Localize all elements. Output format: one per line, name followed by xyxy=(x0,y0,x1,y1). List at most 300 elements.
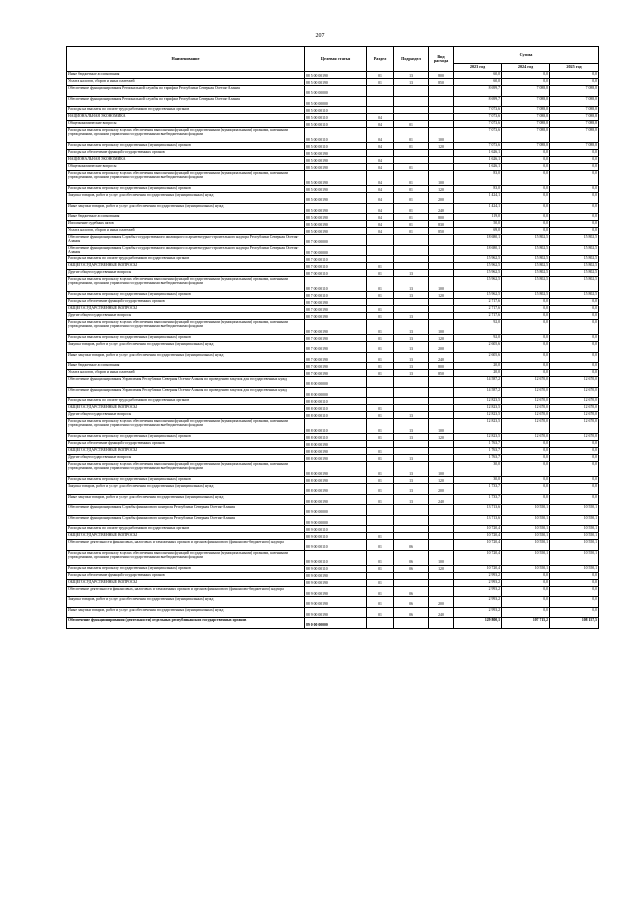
cell-sum-2025: 7 088,8 xyxy=(550,121,599,128)
table-row xyxy=(67,164,599,171)
cell-sum-2024: 0,0 xyxy=(502,313,550,320)
cell-sum-2025: 0,0 xyxy=(550,203,599,214)
cell-sum-2023: 2 993,2 xyxy=(454,607,502,618)
cell-expense-type xyxy=(429,107,454,114)
cell-target: 88 9 00 00190 xyxy=(305,572,367,579)
cell-sum-2023: 1 626,1 xyxy=(454,164,502,171)
cell-sum-2024: 0,0 xyxy=(502,579,550,586)
cell-expense-type xyxy=(429,313,454,320)
cell-subsection xyxy=(394,114,429,121)
cell-sum-2025: 108 157,5 xyxy=(550,618,599,629)
cell-sum-2024: 7 088,8 xyxy=(502,114,550,121)
cell-subsection: 13 xyxy=(394,72,429,79)
cell-target: 88 8 00 00110 xyxy=(305,398,367,405)
cell-sum-2023: 1 733,7 xyxy=(454,494,502,505)
cell-name: НАЦИОНАЛЬНАЯ ЭКОНОМИКА xyxy=(67,157,305,164)
cell-sum-2024: 12 670,0 xyxy=(502,405,550,412)
cell-expense-type: 100 xyxy=(429,128,454,143)
cell-target: 88 7 00 00190 xyxy=(305,370,367,377)
table-row xyxy=(67,114,599,121)
cell-target: 88 5 00 00000 xyxy=(305,96,367,107)
table-row xyxy=(67,441,599,448)
table-row xyxy=(67,79,599,86)
table-row xyxy=(67,72,599,79)
cell-name: Расходы на обеспечение функций государственных органов xyxy=(67,572,305,579)
cell-sum-2025: 10 550,1 xyxy=(550,565,599,572)
cell-name: Расходы на выплаты по оплате труда работников государственных органов xyxy=(67,398,305,405)
cell-section: 01 xyxy=(367,270,394,277)
cell-section: 04 xyxy=(367,114,394,121)
cell-section: 01 xyxy=(367,79,394,86)
cell-sum-2023: 129 800,1 xyxy=(454,618,502,629)
cell-sum-2024: 0,0 xyxy=(502,342,550,353)
cell-target: 88 7 00 00190 xyxy=(305,342,367,353)
cell-target: 88 5 00 00110 xyxy=(305,143,367,150)
cell-sum-2024: 0,0 xyxy=(502,370,550,377)
table-row xyxy=(67,96,599,107)
cell-sum-2025: 10 550,1 xyxy=(550,505,599,516)
table-row xyxy=(67,565,599,572)
cell-sum-2025: 0,0 xyxy=(550,150,599,157)
cell-name: Иные закупки товаров, работ и услуг для обеспечения государственных (муниципальных) нужд xyxy=(67,494,305,505)
cell-sum-2025: 7 088,8 xyxy=(550,96,599,107)
cell-section xyxy=(367,377,394,388)
cell-sum-2023: 60,0 xyxy=(454,79,502,86)
cell-subsection: 01 xyxy=(394,128,429,143)
cell-sum-2025: 12 670,0 xyxy=(550,419,599,434)
cell-name: Обеспечение функционирования Службы государственного жилищного и архитектурно-строительного надзора Республики Северная Осетия-Алания xyxy=(67,235,305,246)
cell-name: Обеспечение функционирования (деятельности) отдельных республиканских государственных органов xyxy=(67,618,305,629)
cell-expense-type xyxy=(429,448,454,455)
cell-subsection xyxy=(394,572,429,579)
cell-sum-2023: 1 626,1 xyxy=(454,157,502,164)
cell-name: Расходы на обеспечение функций государственных органов xyxy=(67,150,305,157)
cell-target: 88 8 00 00190 xyxy=(305,448,367,455)
cell-section: 04 xyxy=(367,121,394,128)
cell-section: 01 xyxy=(367,412,394,419)
cell-sum-2025: 0,0 xyxy=(550,586,599,597)
cell-target: 88 5 00 00190 xyxy=(305,171,367,186)
cell-name: Общеэкономические вопросы xyxy=(67,121,305,128)
cell-target: 88 7 00 00190 xyxy=(305,335,367,342)
cell-expense-type: 240 xyxy=(429,203,454,214)
cell-target: 88 7 00 00000 xyxy=(305,235,367,246)
cell-sum-2025: 0,0 xyxy=(550,320,599,335)
cell-subsection: 13 xyxy=(394,342,429,353)
table-row xyxy=(67,256,599,263)
table-row xyxy=(67,171,599,186)
cell-subsection: 13 xyxy=(394,484,429,495)
cell-expense-type xyxy=(429,245,454,256)
cell-expense-type: 100 xyxy=(429,171,454,186)
cell-subsection: 01 xyxy=(394,228,429,235)
cell-subsection xyxy=(394,245,429,256)
cell-subsection: 13 xyxy=(394,455,429,462)
cell-section xyxy=(367,618,394,629)
cell-target: 88 7 00 00190 xyxy=(305,352,367,363)
cell-section xyxy=(367,387,394,398)
cell-expense-type xyxy=(429,533,454,540)
cell-section: 01 xyxy=(367,342,394,353)
cell-subsection xyxy=(394,157,429,164)
cell-sum-2024: 15 802,5 xyxy=(502,235,550,246)
cell-sum-2025: 7 088,8 xyxy=(550,114,599,121)
cell-sum-2024: 12 670,0 xyxy=(502,412,550,419)
cell-name: Расходы на выплаты по оплате труда работников государственных органов xyxy=(67,256,305,263)
cell-sum-2025: 0,0 xyxy=(550,484,599,495)
cell-section xyxy=(367,107,394,114)
cell-sum-2025: 0,0 xyxy=(550,597,599,608)
cell-section xyxy=(367,86,394,97)
cell-target: 88 8 00 00190 xyxy=(305,494,367,505)
cell-expense-type xyxy=(429,387,454,398)
cell-section xyxy=(367,441,394,448)
cell-sum-2024: 0,0 xyxy=(502,150,550,157)
cell-expense-type: 800 xyxy=(429,214,454,221)
cell-target: 88 7 00 00110 xyxy=(305,263,367,270)
cell-section: 01 xyxy=(367,565,394,572)
cell-sum-2025: 0,0 xyxy=(550,228,599,235)
cell-sum-2025: 12 670,0 xyxy=(550,398,599,405)
cell-sum-2025: 15 802,5 xyxy=(550,263,599,270)
cell-name: Другие общегосударственные вопросы xyxy=(67,313,305,320)
cell-sum-2024: 15 802,5 xyxy=(502,277,550,292)
cell-name: Закупка товаров, работ и услуг для обеспечения государственных (муниципальных) нужд xyxy=(67,597,305,608)
cell-expense-type: 200 xyxy=(429,597,454,608)
cell-sum-2025: 12 670,0 xyxy=(550,387,599,398)
cell-subsection xyxy=(394,150,429,157)
cell-target: 88 8 00 00190 xyxy=(305,477,367,484)
cell-sum-2025: 0,0 xyxy=(550,79,599,86)
cell-section: 01 xyxy=(367,405,394,412)
cell-section xyxy=(367,245,394,256)
cell-section: 01 xyxy=(367,455,394,462)
cell-expense-type xyxy=(429,405,454,412)
cell-section: 01 xyxy=(367,533,394,540)
cell-target: 88 8 00 00110 xyxy=(305,434,367,441)
header-year-2024: 2024 год xyxy=(502,64,550,72)
cell-target: 88 7 00 00190 xyxy=(305,306,367,313)
cell-expense-type: 100 xyxy=(429,550,454,565)
cell-name: Обеспечение функционирования Службы государственного жилищного и архитектурно-строительного надзора Республики Северная Осетия-Алания xyxy=(67,245,305,256)
cell-sum-2024: 12 670,0 xyxy=(502,398,550,405)
cell-target: 88 7 00 00000 xyxy=(305,245,367,256)
cell-sum-2025: 10 550,1 xyxy=(550,550,599,565)
cell-sum-2025: 7 088,8 xyxy=(550,107,599,114)
cell-expense-type xyxy=(429,441,454,448)
cell-sum-2023: 1 763,7 xyxy=(454,455,502,462)
cell-sum-2023: 12 823,5 xyxy=(454,419,502,434)
cell-sum-2024: 0,0 xyxy=(502,477,550,484)
cell-expense-type xyxy=(429,86,454,97)
cell-section: 04 xyxy=(367,214,394,221)
cell-subsection: 13 xyxy=(394,419,429,434)
cell-expense-type: 120 xyxy=(429,335,454,342)
cell-section xyxy=(367,299,394,306)
cell-expense-type: 240 xyxy=(429,607,454,618)
cell-target: 88 5 00 00190 xyxy=(305,228,367,235)
cell-subsection xyxy=(394,398,429,405)
table-row xyxy=(67,150,599,157)
cell-section: 04 xyxy=(367,221,394,228)
table-row xyxy=(67,515,599,526)
cell-name: Общеэкономические вопросы xyxy=(67,164,305,171)
cell-sum-2023: 7 073,6 xyxy=(454,107,502,114)
table-row xyxy=(67,505,599,516)
cell-subsection xyxy=(394,306,429,313)
cell-section: 01 xyxy=(367,550,394,565)
cell-sum-2023: 2 993,2 xyxy=(454,572,502,579)
cell-section: 01 xyxy=(367,419,394,434)
cell-section: 04 xyxy=(367,143,394,150)
table-row xyxy=(67,398,599,405)
cell-sum-2025: 0,0 xyxy=(550,579,599,586)
cell-sum-2025: 15 802,5 xyxy=(550,245,599,256)
cell-subsection: 01 xyxy=(394,221,429,228)
cell-sum-2023: 1 763,7 xyxy=(454,441,502,448)
cell-name: Расходы на выплаты персоналу государственных (муниципальных) органов xyxy=(67,477,305,484)
cell-subsection xyxy=(394,387,429,398)
cell-expense-type: 120 xyxy=(429,477,454,484)
cell-target: 88 8 00 00190 xyxy=(305,441,367,448)
cell-sum-2024: 0,0 xyxy=(502,597,550,608)
cell-sum-2025: 0,0 xyxy=(550,306,599,313)
cell-sum-2024: 0,0 xyxy=(502,455,550,462)
cell-sum-2023: 10 720,4 xyxy=(454,565,502,572)
cell-section: 01 xyxy=(367,313,394,320)
cell-sum-2025: 0,0 xyxy=(550,607,599,618)
cell-name: Иные закупки товаров, работ и услуг для обеспечения государственных (муниципальных) нужд xyxy=(67,607,305,618)
cell-target: 88 7 00 00190 xyxy=(305,363,367,370)
cell-section: 01 xyxy=(367,597,394,608)
cell-subsection xyxy=(394,86,429,97)
cell-expense-type xyxy=(429,618,454,629)
header-subsection: Подраздел xyxy=(394,47,429,72)
cell-name: Расходы на выплаты по оплате труда работников государственных органов xyxy=(67,107,305,114)
cell-sum-2024: 0,0 xyxy=(502,484,550,495)
cell-sum-2023: 119,0 xyxy=(454,214,502,221)
cell-subsection: 13 xyxy=(394,494,429,505)
cell-sum-2024: 0,0 xyxy=(502,186,550,193)
cell-section: 04 xyxy=(367,186,394,193)
cell-subsection: 01 xyxy=(394,214,429,221)
cell-sum-2025: 7 088,8 xyxy=(550,143,599,150)
table-row xyxy=(67,342,599,353)
table-row xyxy=(67,448,599,455)
cell-expense-type: 200 xyxy=(429,342,454,353)
cell-name: Уплата налогов, сборов и иных платежей xyxy=(67,228,305,235)
cell-name: Другие общегосударственные вопросы xyxy=(67,455,305,462)
cell-section: 01 xyxy=(367,462,394,477)
cell-subsection xyxy=(394,256,429,263)
cell-sum-2024: 0,0 xyxy=(502,306,550,313)
cell-target: 88 5 00 00190 xyxy=(305,72,367,79)
cell-section: 01 xyxy=(367,292,394,299)
cell-sum-2024: 0,0 xyxy=(502,586,550,597)
table-row xyxy=(67,540,599,551)
cell-sum-2023: 15 962,5 xyxy=(454,270,502,277)
cell-sum-2025: 0,0 xyxy=(550,572,599,579)
page-number: 207 xyxy=(315,33,325,39)
cell-subsection: 01 xyxy=(394,203,429,214)
cell-sum-2023: 83,0 xyxy=(454,171,502,186)
cell-sum-2025: 0,0 xyxy=(550,313,599,320)
cell-section: 04 xyxy=(367,203,394,214)
table-row xyxy=(67,477,599,484)
cell-sum-2024: 0,0 xyxy=(502,462,550,477)
cell-target: 88 5 00 00190 xyxy=(305,150,367,157)
cell-target: 88 9 00 00110 xyxy=(305,565,367,572)
cell-name: Расходы на выплаты персоналу государственных (муниципальных) органов xyxy=(67,292,305,299)
cell-sum-2024: 12 670,0 xyxy=(502,387,550,398)
table-row xyxy=(67,579,599,586)
cell-name: Обеспечение функционирования Управления Республики Северная Осетия-Алания по проведению закупок для государственных нужд xyxy=(67,387,305,398)
cell-subsection: 01 xyxy=(394,171,429,186)
cell-expense-type: 800 xyxy=(429,363,454,370)
cell-target: 88 9 00 00110 xyxy=(305,533,367,540)
cell-target: 88 8 00 00000 xyxy=(305,387,367,398)
cell-name: НАЦИОНАЛЬНАЯ ЭКОНОМИКА xyxy=(67,114,305,121)
cell-expense-type xyxy=(429,164,454,171)
table-row xyxy=(67,377,599,388)
cell-target: 88 9 00 00110 xyxy=(305,540,367,551)
cell-section xyxy=(367,256,394,263)
cell-name: Уплата налогов, сборов и иных платежей xyxy=(67,370,305,377)
table-row xyxy=(67,186,599,193)
cell-sum-2024: 0,0 xyxy=(502,157,550,164)
cell-expense-type: 100 xyxy=(429,462,454,477)
cell-subsection: 13 xyxy=(394,277,429,292)
cell-target: 88 5 00 00190 xyxy=(305,157,367,164)
header-sum: Сумма xyxy=(454,47,599,64)
cell-section: 01 xyxy=(367,448,394,455)
cell-expense-type xyxy=(429,306,454,313)
cell-target: 88 9 00 00190 xyxy=(305,597,367,608)
table-row xyxy=(67,494,599,505)
cell-subsection xyxy=(394,441,429,448)
table-row xyxy=(67,107,599,114)
cell-name: Закупка товаров, работ и услуг для обеспечения государственных (муниципальных) нужд xyxy=(67,193,305,204)
table-row xyxy=(67,526,599,533)
cell-sum-2025: 0,0 xyxy=(550,186,599,193)
cell-section: 04 xyxy=(367,193,394,204)
cell-section: 04 xyxy=(367,171,394,186)
cell-target: 88 7 00 00190 xyxy=(305,299,367,306)
cell-sum-2023: 20,0 xyxy=(454,370,502,377)
cell-sum-2025: 0,0 xyxy=(550,342,599,353)
cell-subsection xyxy=(394,618,429,629)
cell-name: Иные бюджетные ассигнования xyxy=(67,72,305,79)
cell-expense-type: 850 xyxy=(429,79,454,86)
cell-name: ОБЩЕГОСУДАРСТВЕННЫЕ ВОПРОСЫ xyxy=(67,579,305,586)
table-row xyxy=(67,484,599,495)
cell-sum-2023: 12 823,5 xyxy=(454,434,502,441)
cell-sum-2024: 7 088,8 xyxy=(502,107,550,114)
cell-name: ОБЩЕГОСУДАРСТВЕННЫЕ ВОПРОСЫ xyxy=(67,306,305,313)
cell-section: 04 xyxy=(367,157,394,164)
cell-target: 88 5 00 00110 xyxy=(305,114,367,121)
cell-sum-2024: 15 802,5 xyxy=(502,263,550,270)
cell-sum-2024: 0,0 xyxy=(502,320,550,335)
cell-sum-2023: 2 605,6 xyxy=(454,352,502,363)
cell-sum-2024: 0,0 xyxy=(502,441,550,448)
cell-sum-2025: 7 088,8 xyxy=(550,128,599,143)
cell-sum-2023: 83,0 xyxy=(454,186,502,193)
cell-target: 88 7 00 00110 xyxy=(305,292,367,299)
cell-name: Расходы на выплаты персоналу в целях обеспечения выполнения функций государственными (муниципальными) органами, казенными учреждениями, органами управления государственными внебюджетными фондами xyxy=(67,462,305,477)
cell-sum-2024: 0,0 xyxy=(502,228,550,235)
cell-sum-2025: 0,0 xyxy=(550,494,599,505)
cell-target: 88 5 00 00110 xyxy=(305,107,367,114)
cell-sum-2023: 20,0 xyxy=(454,363,502,370)
table-row xyxy=(67,419,599,434)
cell-expense-type xyxy=(429,455,454,462)
cell-subsection: 13 xyxy=(394,412,429,419)
cell-expense-type xyxy=(429,235,454,246)
cell-target: 88 8 00 00000 xyxy=(305,377,367,388)
cell-expense-type: 120 xyxy=(429,143,454,150)
cell-section xyxy=(367,235,394,246)
cell-sum-2024: 15 802,5 xyxy=(502,292,550,299)
cell-section: 01 xyxy=(367,579,394,586)
budget-table xyxy=(66,46,599,629)
cell-sum-2025: 0,0 xyxy=(550,193,599,204)
cell-expense-type: 120 xyxy=(429,292,454,299)
cell-subsection: 13 xyxy=(394,352,429,363)
cell-expense-type: 200 xyxy=(429,193,454,204)
cell-target: 88 5 00 00190 xyxy=(305,164,367,171)
cell-expense-type xyxy=(429,150,454,157)
table-row xyxy=(67,352,599,363)
cell-section xyxy=(367,526,394,533)
cell-expense-type: 120 xyxy=(429,434,454,441)
header-name: Наименование xyxy=(67,47,305,72)
cell-expense-type: 100 xyxy=(429,277,454,292)
header-year-2023: 2023 год xyxy=(454,64,502,72)
cell-sum-2025: 12 670,0 xyxy=(550,412,599,419)
cell-sum-2023: 60,0 xyxy=(454,72,502,79)
cell-subsection: 13 xyxy=(394,292,429,299)
cell-expense-type xyxy=(429,526,454,533)
cell-sum-2023: 15 962,5 xyxy=(454,277,502,292)
cell-sum-2023: 10 720,4 xyxy=(454,550,502,565)
cell-subsection: 13 xyxy=(394,462,429,477)
table-row xyxy=(67,245,599,256)
cell-sum-2025: 0,0 xyxy=(550,157,599,164)
cell-expense-type xyxy=(429,263,454,270)
cell-section: 01 xyxy=(367,484,394,495)
table-row xyxy=(67,157,599,164)
cell-section: 01 xyxy=(367,306,394,313)
cell-subsection: 01 xyxy=(394,121,429,128)
cell-sum-2024: 0,0 xyxy=(502,335,550,342)
cell-section: 01 xyxy=(367,494,394,505)
cell-name: Обеспечение функционирования Службы финансового контроля Республики Северная Осетия-Алания xyxy=(67,505,305,516)
table-row xyxy=(67,292,599,299)
cell-sum-2024: 0,0 xyxy=(502,448,550,455)
cell-sum-2023: 15 962,5 xyxy=(454,292,502,299)
cell-sum-2025: 15 802,5 xyxy=(550,292,599,299)
cell-name: Расходы на выплаты персоналу в целях обеспечения выполнения функций государственными (муниципальными) органами, казенными учреждениями, органами управления государственными внебюджетными фондами xyxy=(67,419,305,434)
cell-sum-2025: 0,0 xyxy=(550,441,599,448)
header-section: Раздел xyxy=(367,47,394,72)
cell-target: 88 9 00 00000 xyxy=(305,515,367,526)
cell-sum-2024: 0,0 xyxy=(502,193,550,204)
cell-sum-2025: 0,0 xyxy=(550,462,599,477)
table-row xyxy=(67,533,599,540)
cell-sum-2023: 7 073,6 xyxy=(454,143,502,150)
cell-name: ОБЩЕГОСУДАРСТВЕННЫЕ ВОПРОСЫ xyxy=(67,405,305,412)
